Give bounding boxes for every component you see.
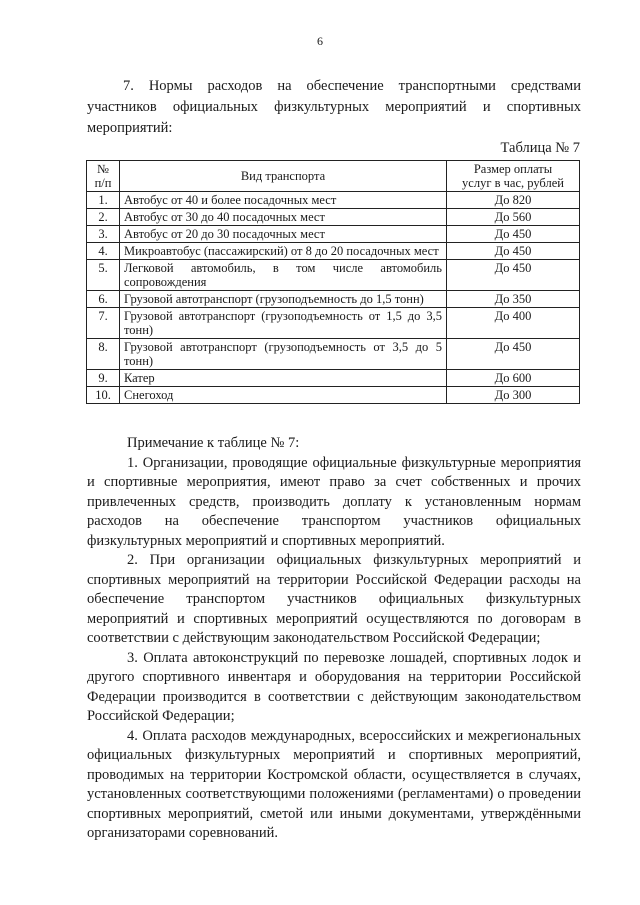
table-row bbox=[87, 209, 580, 226]
table-header-row bbox=[87, 161, 580, 192]
row-num: 4. bbox=[87, 243, 120, 260]
section-heading: 7. Нормы расходов на обеспечение транспортными средствами участников официальных физкультурных мероприятий и спортивных мероприятий: bbox=[87, 78, 581, 136]
row-type: Автобус от 30 до 40 посадочных мест bbox=[120, 209, 447, 226]
row-price: До 300 bbox=[447, 387, 580, 404]
transport-rates-table bbox=[86, 160, 580, 404]
row-price: До 450 bbox=[447, 260, 580, 291]
row-type: Катер bbox=[120, 370, 447, 387]
row-type: Снегоход bbox=[120, 387, 447, 404]
note-item-4: 4. Оплата расходов международных, всероссийских и межрегиональных официальных физкультурных мероприятий и спортивных мероприятий, проводимых на территории Костромской области, осуществляется в случаях, установленных соответствующими положениями (регламентами) о проведении спортивных мероприятий, сметой или иными документами, утверждёнными организаторами соревнований. bbox=[87, 727, 581, 841]
table-row bbox=[87, 308, 580, 339]
row-type: Грузовой автотранспорт (грузоподъемность от 3,5 до 5 тонн) bbox=[120, 339, 447, 370]
row-price: До 400 bbox=[447, 308, 580, 339]
table-row bbox=[87, 339, 580, 370]
note-item-3: 3. Оплата автоконструкций по перевозке лошадей, спортивных лодок и другого спортивного инвентаря и оборудования на территории Российской Федерации производится в соответствии с действующим законодательством Российской Федерации; bbox=[87, 649, 581, 724]
table-row bbox=[87, 226, 580, 243]
page-number: 6 bbox=[317, 34, 323, 48]
row-num: 7. bbox=[87, 308, 120, 339]
table-row bbox=[87, 291, 580, 308]
row-num: 5. bbox=[87, 260, 120, 291]
header-type: Вид транспорта bbox=[120, 161, 447, 192]
row-price: До 350 bbox=[447, 291, 580, 308]
note-item-1: 1. Организации, проводящие официальные физкультурные мероприятия и спортивные мероприятия, имеют право за счет собственных и прочих привлеченных средств, производить доплату к установленным нормам расходов на обеспечение транспортом участников официальных физкультурных мероприятий и спортивных мероприятий. bbox=[87, 454, 581, 549]
table-caption: Таблица № 7 bbox=[500, 140, 580, 156]
row-num: 6. bbox=[87, 291, 120, 308]
table-row bbox=[87, 370, 580, 387]
table-row bbox=[87, 260, 580, 291]
note-item-2: 2. При организации официальных физкультурных мероприятий и спортивных мероприятий на территории Российской Федерации расходы на обеспечение транспортом участников официальных физкультурных мероприятий и спортивных мероприятий осуществляются по договорам в соответствии с действующим законодательством Российской Федерации; bbox=[87, 552, 581, 646]
row-num: 10. bbox=[87, 387, 120, 404]
row-price: До 560 bbox=[447, 209, 580, 226]
row-price: До 820 bbox=[447, 192, 580, 209]
row-price: До 450 bbox=[447, 226, 580, 243]
row-type: Легковой автомобиль, в том числе автомобиль сопровождения bbox=[120, 260, 447, 291]
note-title: Примечание к таблице № 7: bbox=[127, 435, 300, 451]
row-price: До 600 bbox=[447, 370, 580, 387]
row-num: 9. bbox=[87, 370, 120, 387]
row-price: До 450 bbox=[447, 243, 580, 260]
row-type: Грузовой автотранспорт (грузоподъемность до 1,5 тонн) bbox=[120, 291, 447, 308]
table-row bbox=[87, 387, 580, 404]
header-num: № п/п bbox=[87, 161, 120, 192]
header-price: Размер оплаты услуг в час, рублей bbox=[447, 161, 580, 192]
row-price: До 450 bbox=[447, 339, 580, 370]
row-num: 2. bbox=[87, 209, 120, 226]
row-type: Грузовой автотранспорт (грузоподъемность от 1,5 до 3,5 тонн) bbox=[120, 308, 447, 339]
table-row bbox=[87, 243, 580, 260]
table-note bbox=[87, 434, 581, 844]
row-type: Автобус от 40 и более посадочных мест bbox=[120, 192, 447, 209]
row-type: Автобус от 20 до 30 посадочных мест bbox=[120, 226, 447, 243]
row-num: 1. bbox=[87, 192, 120, 209]
row-num: 3. bbox=[87, 226, 120, 243]
row-num: 8. bbox=[87, 339, 120, 370]
row-type: Микроавтобус (пассажирский) от 8 до 20 посадочных мест bbox=[120, 243, 447, 260]
table-row bbox=[87, 192, 580, 209]
